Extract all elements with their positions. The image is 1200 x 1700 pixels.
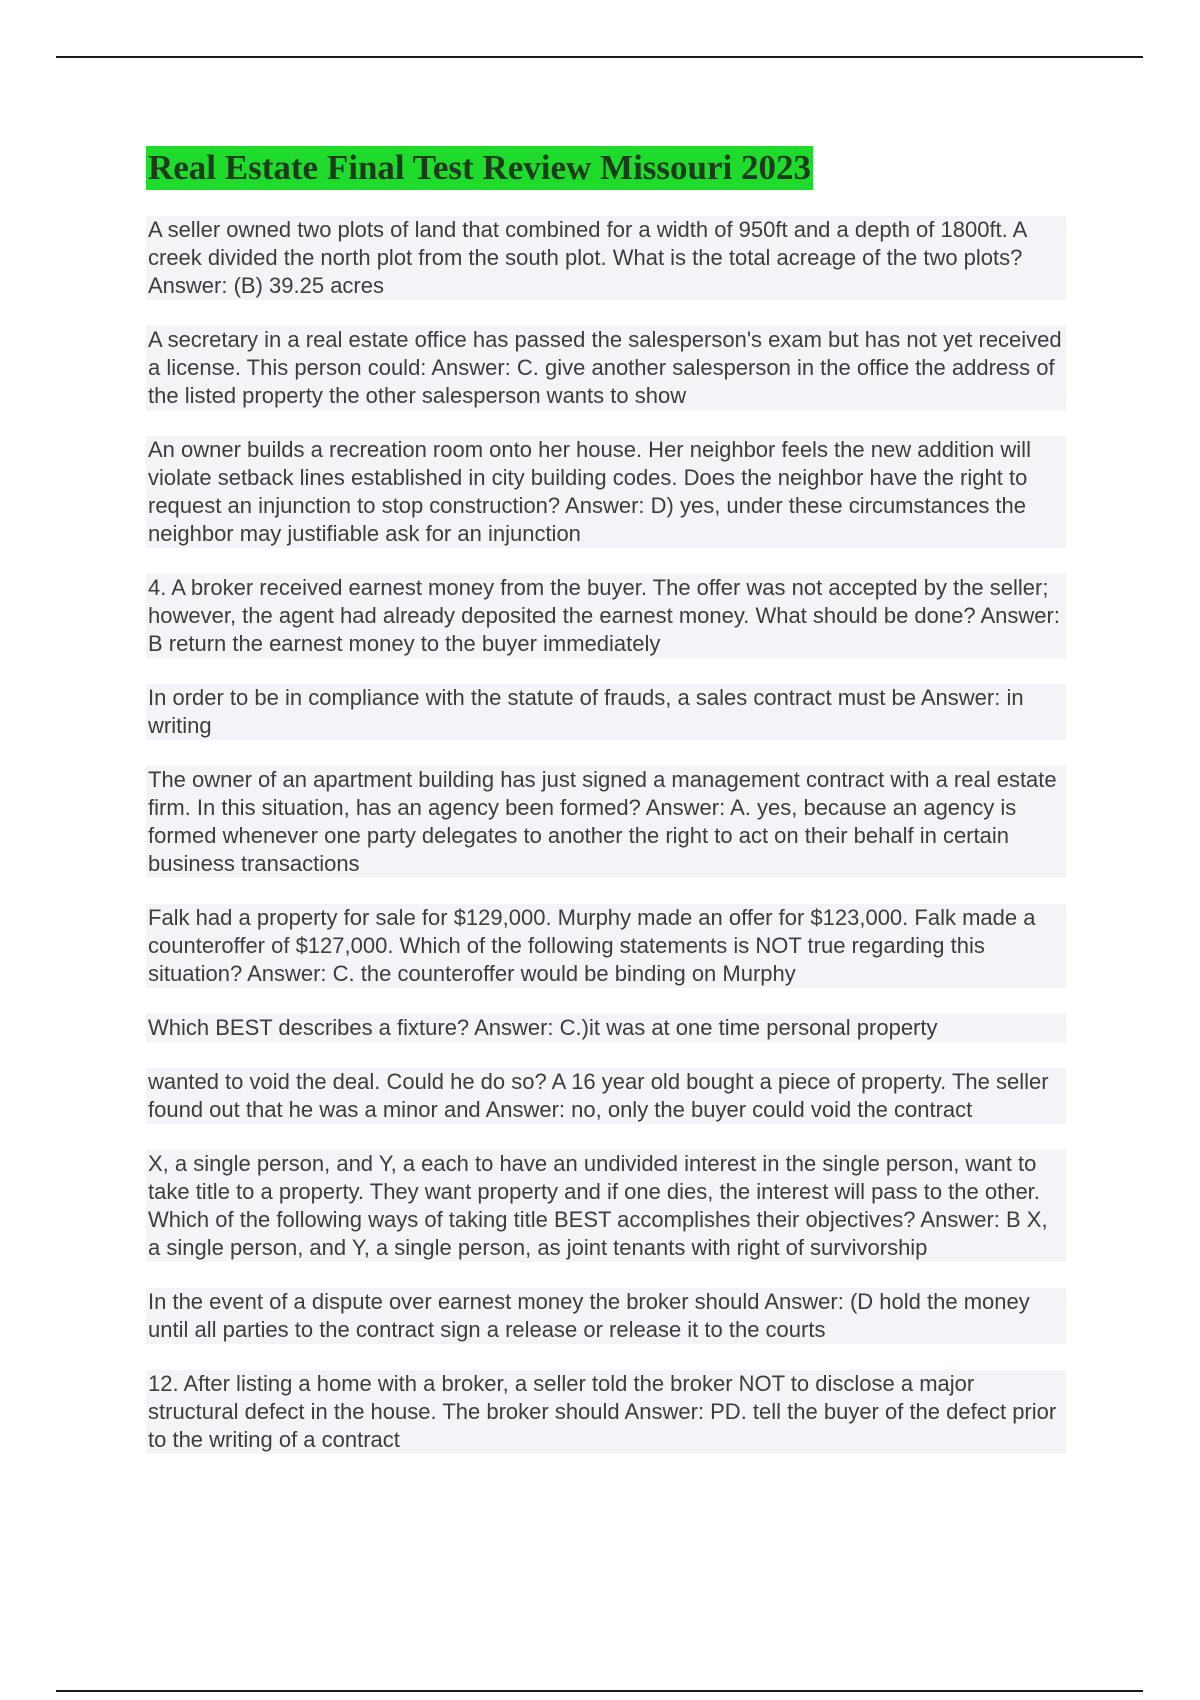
qa-item: 12. After listing a home with a broker, a seller told the broker NOT to disclose a major structural defect in the house. The broker should Answer: PD. tell the buyer of the defect prior to the writing of a contract (146, 1370, 1066, 1454)
document-body (146, 146, 1066, 1480)
qa-item: In order to be in compliance with the statute of frauds, a sales contract must be Answer: in writing (146, 684, 1066, 740)
qa-item: A seller owned two plots of land that combined for a width of 950ft and a depth of 1800ft. A creek divided the north plot from the south plot. What is the total acreage of the two plots? Answer: (B) 39.25 acres (146, 216, 1066, 300)
qa-item: A secretary in a real estate office has passed the salesperson's exam but has not yet received a license. This person could: Answer: C. give another salesperson in the office the address of the listed property the other salesperson wants to show (146, 326, 1066, 410)
qa-item: In the event of a dispute over earnest money the broker should Answer: (D hold the money until all parties to the contract sign a release or release it to the courts (146, 1288, 1066, 1344)
qa-item: The owner of an apartment building has just signed a management contract with a real estate firm. In this situation, has an agency been formed? Answer: A. yes, because an agency is formed whenever one party delegates to another the right to act on their behalf in certain business transactions (146, 766, 1066, 878)
bottom-rule (56, 1690, 1143, 1692)
qa-item: 4. A broker received earnest money from the buyer. The offer was not accepted by the seller; however, the agent had already deposited the earnest money. What should be done? Answer: B return the earnest money to the buyer immediately (146, 574, 1066, 658)
qa-item: Which BEST describes a fixture? Answer: C.)it was at one time personal property (146, 1014, 1066, 1042)
qa-item: wanted to void the deal. Could he do so? A 16 year old bought a piece of property. The seller found out that he was a minor and Answer: no, only the buyer could void the contract (146, 1068, 1066, 1124)
top-rule (56, 56, 1143, 58)
qa-list (146, 216, 1066, 1454)
qa-item: Falk had a property for sale for $129,000. Murphy made an offer for $123,000. Falk made a counteroffer of $127,000. Which of the following statements is NOT true regarding this situation? Answer: C. the counteroffer would be binding on Murphy (146, 904, 1066, 988)
qa-item: X, a single person, and Y, a each to have an undivided interest in the single person, want to take title to a property. They want property and if one dies, the interest will pass to the other. Which of the following ways of taking title BEST accomplishes their objectives? Answer: B X, a single person, and Y, a single person, as joint tenants with right of survivorship (146, 1150, 1066, 1262)
qa-item: An owner builds a recreation room onto her house. Her neighbor feels the new addition will violate setback lines established in city building codes. Does the neighbor have the right to request an injunction to stop construction? Answer: D) yes, under these circumstances the neighbor may justifiable ask for an injunction (146, 436, 1066, 548)
document-title: Real Estate Final Test Review Missouri 2023 (146, 146, 813, 190)
